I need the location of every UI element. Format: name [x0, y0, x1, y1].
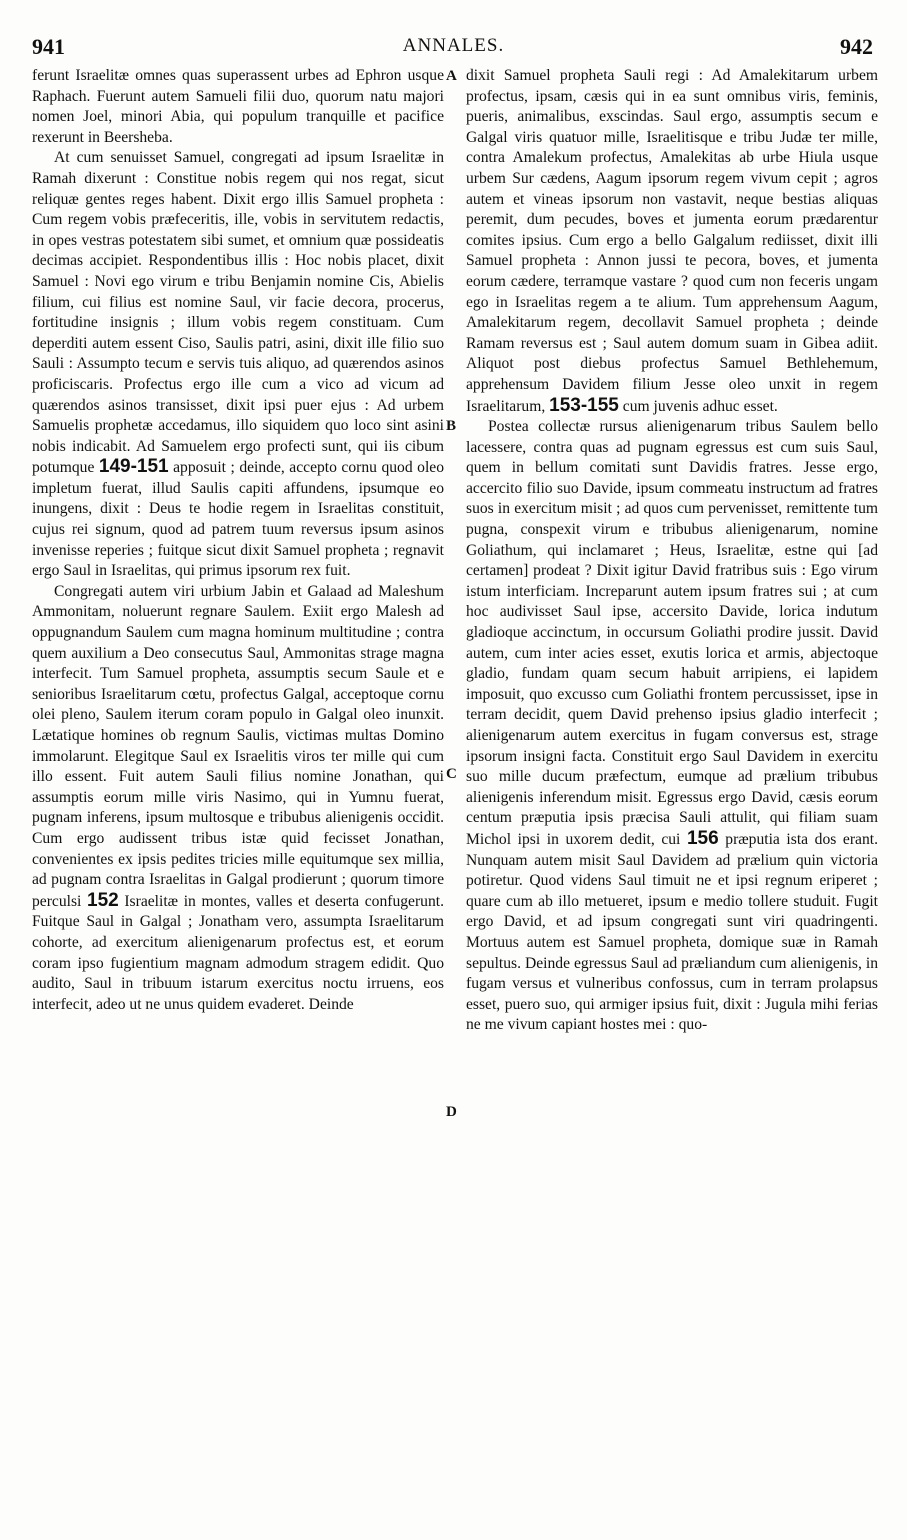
left-column — [32, 66, 444, 1015]
running-title: ANNALES. — [402, 35, 505, 56]
section-reference-156: 156 — [686, 827, 719, 849]
section-reference-153-155: 153-155 — [549, 394, 619, 416]
section-reference-149-151: 149-151 — [98, 456, 169, 478]
left-paragraph-3-continued: Israelitæ in montes, valles et deserta confugerunt. Fuitque Saul in Galgal ; Jonatham vero, assumpta Israelitarum cohorte, ad exercitum alienigenarum profectus est, et eorum coram ipso fugientium magnam admodum stragem edidit. Quo audito, Saul in tribuum istarum exercitus noctu irruens, eos interfecit, adeo ut ne unus quidem evaderet. Deinde — [32, 892, 444, 1013]
page-number-right: 942 — [840, 34, 873, 59]
left-paragraph-2 — [32, 148, 444, 581]
right-column — [466, 66, 878, 1036]
right-paragraph-1-continued: cum juvenis adhuc esset. — [622, 397, 778, 415]
left-paragraph-1: ferunt Israelitæ omnes quas superassent urbes ad Ephron usque Raphach. Fuerunt autem Samueli filii duo, quorum natu majori nomen Joel, minori Abia, qui populum tranquille et pacifice rexerunt in Beersheba. — [32, 67, 444, 146]
margin-marker-b: B — [446, 418, 457, 434]
left-paragraph-2-text: At cum senuisset Samuel, congregati ad ipsum Israelitæ in Ramah dixerunt : Constitue nobis regem qui nos regat, sicut reliquæ gentes reges habent. Dixit ergo illis Samuel propheta : Cum regem vobis præfeceritis, ille, vobis in servitutem redactis, in opes vestras potestatem sibi sumet, et omnium quæ possideatis decimas accipiet. Respondentibus illis : Hoc nobis placet, dixit Samuel : Novi ego virum e tribu Benjamin nomine Cis, Abielis filium, cui filius est nomine Saul, vir facie decora, procerus, fortitudine insignis ; illum vobis regem constituam. Cum deperditi autem essent Ciso, Saulis patri, asini, dixit ille filio suo Sauli : Assumpto tecum e servis tuis aliquo, ad quærendos asinos proficiscaris. Profectus ergo ille cum a vico ad vicum ad quærendos asinos transisset, dixit ipsi puer ejus : Ad urbem Samuelis prophetæ accedamus, illo siquidem quo loco sint asini nobis indicabit. Ad Samuelem ergo profecti sunt, qui iis cibum potumque — [32, 149, 444, 477]
margin-marker-d: D — [446, 1104, 457, 1120]
running-header — [0, 34, 907, 60]
left-paragraph-3 — [32, 582, 444, 1015]
margin-marker-c: C — [446, 766, 457, 782]
page-number-left: 941 — [32, 34, 65, 59]
right-paragraph-1-text: dixit Samuel propheta Sauli regi : Ad Amalekitarum urbem profectus, ipsam, cæsis qui in ea sunt omnibus viris, feminis, pueris, animalibus, exscindas. Saul ergo, assumptis secum e Galgal viris quatuor mille, Israelitisque e tribu Judæ ter mille, contra Amalekum profectus, Amalekitas ab urbe Hiula usque urbem Sur cædens, Aagum ipsorum regem vivum cepit ; agros autem et vineas ipsorum non vastavit, neque bestias aliquas peremit, dum pecudes, boves et jumenta eorum prædarentur comites ipsius. Cum ergo a bello Galgalum rediisset, dixit illi Samuel propheta : Annon jussi te pecora, boves, et jumenta eorum cædere, terramque vastare ? quod cum non feceris ungam ego in Israelitas regem a te alium. Tum apprehensum Aagum, Amalekitarum regem, decollavit Samuel propheta ; deinde Ramam reversus est ; Saul autem domum suam in Gibea adiit. Aliquot post diebus profectus Samuel Bethlehemum, apprehensum Davidem filium Jesse oleo unxit in regem Israelitarum, — [466, 67, 878, 415]
right-paragraph-2-continued: præputia ista dos erant. Nunquam autem misit Saul Davidem ad prælium quin victoria potiretur. Quod videns Saul timuit ne et ipsi regnum eriperet ; quare cum ab illo metueret, ipsum e medio tollere studuit. Fugit ergo David, et ad ipsum congregati sunt viri quadringenti. Mortuus autem est Samuel propheta, domique suæ in Ramah sepultus. Deinde egressus Saul ad præliandum cum alienigenis, in fugam versus et vulneribus confossus, cum in terram prolapsus esset, puero suo, qui armiger ipsius fuit, dixit : Jugula mihi ferias ne me vivum capiant hostes mei : quo- — [466, 830, 878, 1034]
left-paragraph-2-continued: apposuit ; deinde, accepto cornu quod oleo impletum fuerat, illud Saulis capiti affundens, ipsumque eo inungens, dixit : Deus te hodie regem in Israelitas constituit, cujus rei signum, quod ad patrem tuum reversus ipsum asinos invenisse reperies ; fuitque sicut dixit Samuel propheta ; regnavit ergo Saul in Israelitas, qui primus ipsorum rex fuit. — [32, 459, 444, 580]
left-paragraph-3-text: Congregati autem viri urbium Jabin et Galaad ad Maleshum Ammonitam, noluerunt regnare Saulem. Exiit ergo Malesh ad oppugnandum Saulem cum magna hominum multitudine ; contra quem auxilium a Deo consecutus Saul, Ammonitas strage magna interfecit. Tum Samuel propheta, assumptis secum Saule et e senioribus Israelitarum cœtu, profectus Galgal, acceptoque cornu olei pleno, Saulem iterum coram populo in Galgal oleo inunxit. Lætatique homines ob regnum Saulis, victimas multas Domino immolarunt. Elegitque Saul ex Israelitis viros ter mille qui cum illo essent. Fuit autem Sauli filius nomine Jonathan, qui assumptis eorum mille viris Nasimo, qui in Yumnu fuerat, pugnam inferens, ipsum multosque e tribubus alienigenis occidit. Cum ergo audissent tribus istæ quid fecisset Jonathan, convenientes ex ipsis pedites tricies mille equitumque sex millia, ad pugnam contra Israelitas in Galgal prodierunt ; quorum timore perculsi — [32, 582, 444, 910]
right-paragraph-2 — [466, 417, 878, 1036]
right-paragraph-2-text: Postea collectæ rursus alienigenarum tribus Saulem bello lacessere, contra quas ad pugnam egressus est cum suis Saul, quem in bellum comitati sunt Davidis fratres. Jesse ergo, accercito filio suo Davide, ipsum commeatu instructum ad fratres suos in exercitum misit ; ad quos cum pervenisset, remittente tum pugna, conspexit virum e tribubus alienigenarum, nomine Goliathum, qui inclamaret ; Heus, Israelitæ, estne qui [ad certamen] prodeat ? Dixit igitur David fratribus suis : Ego virum istum interficiam. Increparunt autem ipsum fratres sui ; at cum hoc audivisset Saul ipse, accersito Davide, lorica indutum gladioque accinctum, in occursum Goliathi prodire jussit. David autem, cum inter acies esset, exutis lorica et armis, abjectoque gladio, fundam quam secum habuit arripiens, ei lapidem imposuit, quo excusso cum Goliathi frontem percussisset, ipse in terram decidit, quem David prehenso ipsius gladio interfecit ; alienigenarum autem exercitus in fugam conversus est, strage ipsorum insigni facta. Constituit ergo Saul Davidem in exercitu suo mille ducum præfectum, eumque ad prælium tribubus alienigenis inferendum misit. Egressus ergo David, cæsis eorum centum præputia ipsis præcisa Sauli attulit, qui filiam suam Michol ipsi in uxorem dedit, cui — [466, 418, 878, 848]
section-reference-152: 152 — [87, 889, 119, 911]
right-paragraph-1 — [466, 66, 878, 417]
margin-marker-a: A — [446, 68, 457, 84]
